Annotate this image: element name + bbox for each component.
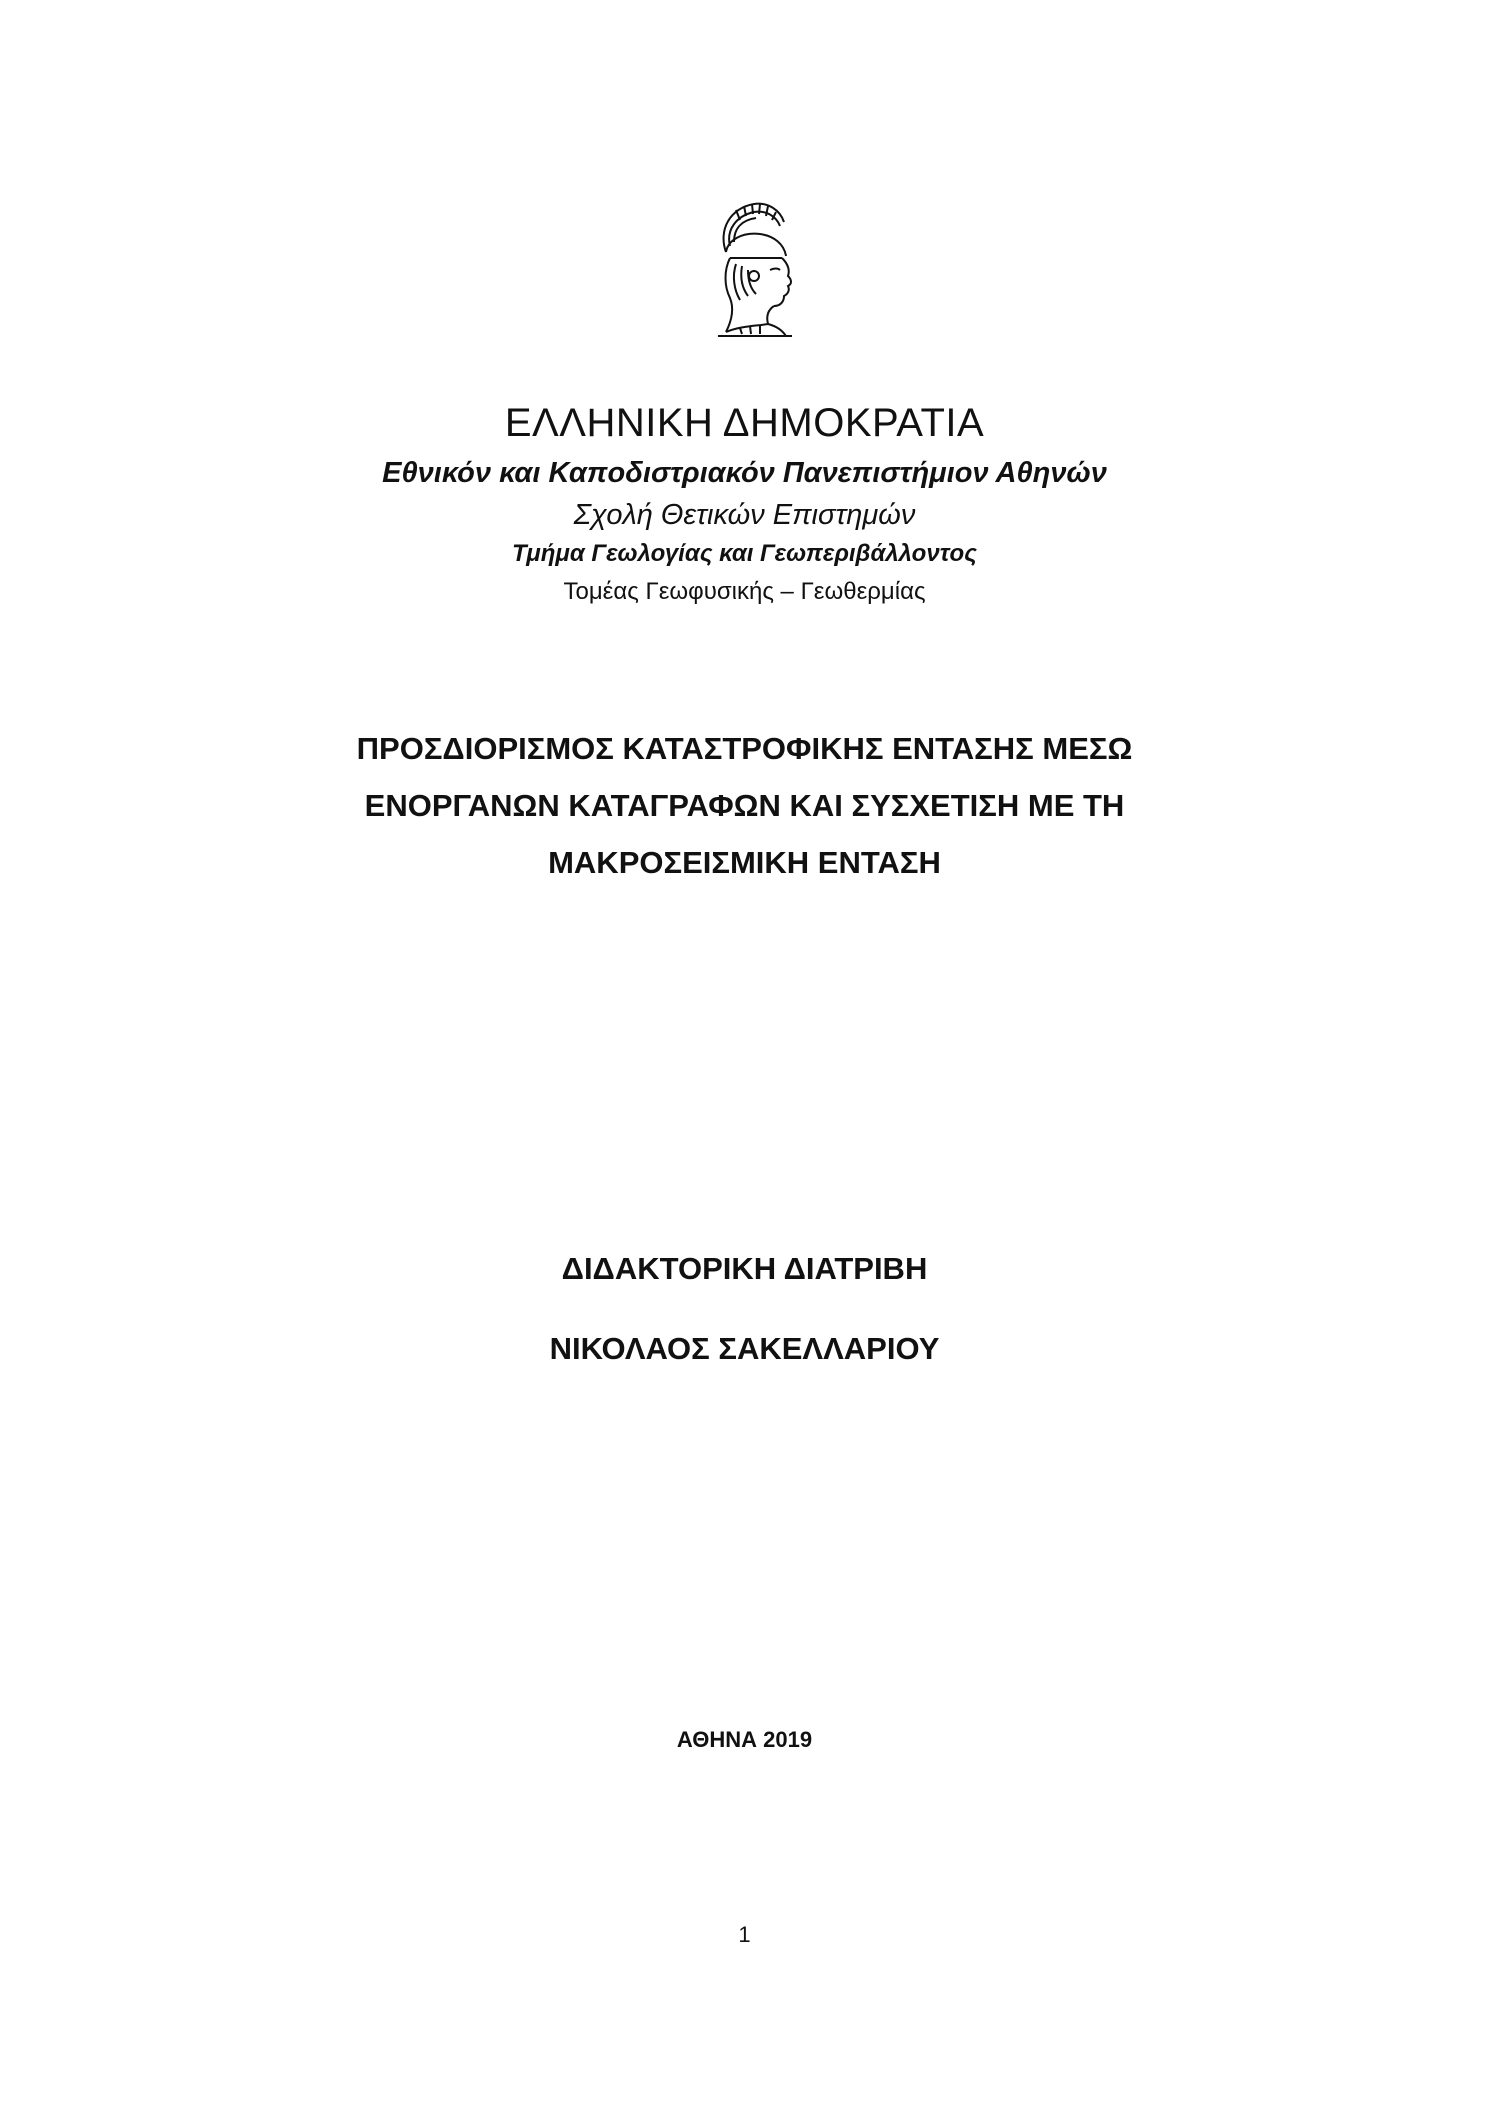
thesis-title-line: ΠΡΟΣΔΙΟΡΙΣΜΟΣ ΚΑΤΑΣΤΡΟΦΙΚΗΣ ΕΝΤΑΣΗΣ ΜΕΣΩ <box>356 731 1133 766</box>
place-year: ΑΘΗΝΑ 2019 <box>676 1727 813 1752</box>
thesis-type: ΔΙΔΑΚΤΟΡΙΚΗ ΔΙΑΤΡΙΒΗ <box>561 1251 928 1286</box>
republic-heading: ΕΛΛΗΝΙΚΗ ΔΗΜΟΚΡΑΤΙΑ <box>504 401 985 445</box>
department-name: Τμήμα Γεωλογίας και Γεωπεριβάλλοντος <box>512 540 977 567</box>
university-name: Εθνικόν και Καποδιστριακόν Πανεπιστήμιον Αθηνών <box>382 457 1107 489</box>
thesis-title <box>0 720 1489 891</box>
sector-name: Τομέας Γεωφυσικής – Γεωθερμίας <box>563 578 926 605</box>
thesis-title-line: ΕΝΟΡΓΑΝΩΝ ΚΑΤΑΓΡΑΦΩΝ ΚΑΙ ΣΥΣΧΕΤΙΣΗ ΜΕ ΤΗ <box>364 788 1125 823</box>
page-number: 1 <box>738 1922 751 1947</box>
thesis-title-line: ΜΑΚΡΟΣΕΙΣΜΙΚΗ ΕΝΤΑΣΗ <box>548 845 941 880</box>
school-name: Σχολή Θετικών Επιστημών <box>573 499 916 531</box>
athena-head-emblem-icon <box>696 200 800 338</box>
author-name: ΝΙΚΟΛΑΟΣ ΣΑΚΕΛΛΑΡΙΟΥ <box>549 1331 940 1366</box>
